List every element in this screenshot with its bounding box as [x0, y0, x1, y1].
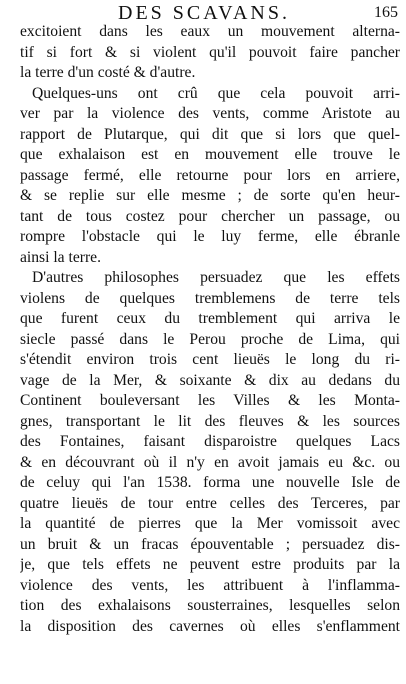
text-line: tant de tous costez pour chercher un passage, ou	[20, 207, 400, 225]
text-line: quatre lieuës de tour entre celles des Terceres, par	[20, 494, 400, 512]
text-line: Continent bouleversant les Villes & les Monta-	[20, 392, 400, 409]
text-line: de celuy qui l'an 1538. forma une nouvelle Isle de	[20, 474, 400, 491]
text-line: violens de quelques tremblemens de terre tels	[20, 289, 400, 307]
text-line: tif si fort & si violent qu'il pouvoit faire pancher	[20, 43, 400, 61]
paragraph-1	[20, 22, 400, 84]
text-line: la quantité de pierres que la Mer vomissoit avec	[20, 515, 400, 532]
paragraph-3	[20, 268, 400, 637]
text-line: ver par la violence des vents, comme Aristote au	[20, 105, 400, 122]
text-line: D'autres philosophes persuadez que les effets	[32, 269, 400, 286]
text-line: siecle passé dans le Perou proche de Lima, qui	[20, 330, 400, 348]
page-number: 165	[374, 4, 398, 21]
text-line: rapport de Plutarque, qui dit que si lors que quel-	[20, 125, 400, 143]
text-line: que furent ceux du tremblement qui arriva le	[20, 310, 400, 327]
text-line: gnes, transportant le lit des fleuves & les sources	[20, 412, 400, 430]
text-line: s'étendit environ trois cent lieuës le long du ri-	[20, 351, 400, 368]
text-line: la terre d'un costé & d'autre.	[20, 64, 196, 81]
text-line: & se replie sur elle mesme ; de sorte qu'en heur-	[20, 187, 400, 204]
text-line: Quelques-uns ont crû que cela pouvoit arri-	[32, 84, 400, 102]
text-line: des Fontaines, faisant disparoistre quelques Lacs	[20, 433, 400, 450]
text-line: tion des exhalaisons sousterraines, lesquelles selon	[20, 597, 400, 614]
text-line: passage fermé, elle retourne pour lors en arriere,	[20, 166, 400, 184]
running-title: DES SCAVANS.	[118, 2, 290, 24]
text-line: vage de la Mer, & soixante & dix au dedans du	[20, 371, 400, 389]
text-line: violence des vents, les attribuent à l'inflamma-	[20, 576, 400, 594]
text-line: que exhalaison est en mouvement elle trouve le	[20, 146, 400, 163]
text-line: excitoient dans les eaux un mouvement alterna-	[20, 23, 400, 40]
text-line: un bruit & un fracas épouventable ; persuadez dis-	[20, 535, 400, 553]
text-line: & en découvrant où il n'y en avoit jamais eu &c. ou	[20, 453, 400, 471]
body-text	[20, 22, 400, 637]
running-head	[0, 2, 406, 24]
text-line: rompre l'obstacle qui le luy ferme, elle ébranle	[20, 228, 400, 245]
text-line: je, que tels effets ne peuvent estre produits par la	[20, 556, 400, 573]
paragraph-2	[20, 84, 400, 269]
text-line: la disposition des cavernes où elles s'enflamment	[20, 617, 400, 635]
text-line: ainsi la terre.	[20, 248, 101, 266]
